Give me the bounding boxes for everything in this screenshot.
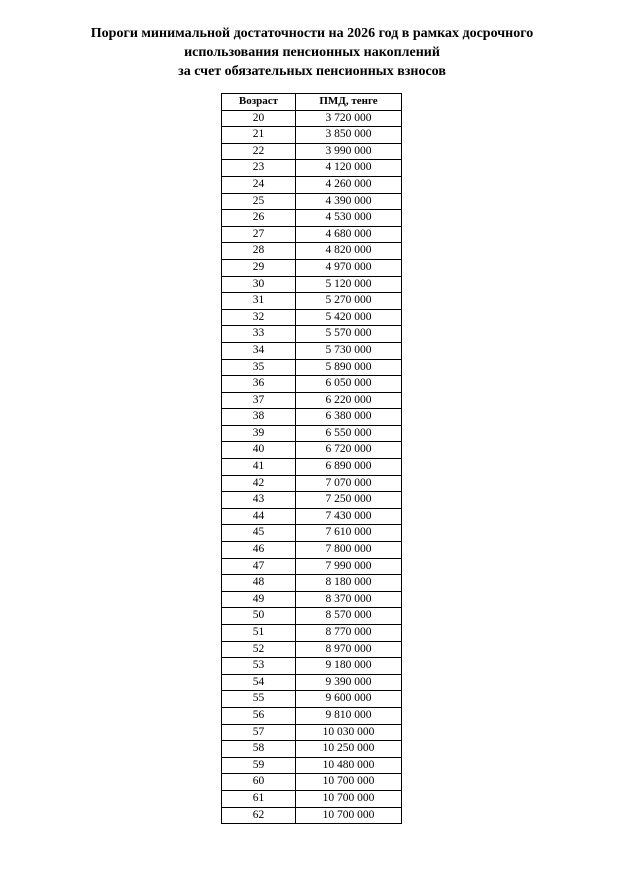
table-row: [222, 309, 402, 326]
age-cell: 28: [222, 243, 296, 260]
pmd-value-cell: 10 700 000: [296, 774, 402, 791]
pmd-value-cell: 6 720 000: [296, 442, 402, 459]
pmd-value-cell: 7 070 000: [296, 475, 402, 492]
pmd-value-cell: 3 990 000: [296, 143, 402, 160]
pmd-value-cell: 7 250 000: [296, 492, 402, 509]
table-row: [222, 641, 402, 658]
age-cell: 53: [222, 658, 296, 675]
table-row: [222, 459, 402, 476]
table-row: [222, 774, 402, 791]
pmd-value-cell: 5 570 000: [296, 326, 402, 343]
age-cell: 58: [222, 741, 296, 758]
pmd-value-cell: 6 050 000: [296, 376, 402, 393]
pmd-value-cell: 8 570 000: [296, 608, 402, 625]
age-cell: 41: [222, 459, 296, 476]
table-row: [222, 392, 402, 409]
table-row: [222, 160, 402, 177]
age-cell: 39: [222, 425, 296, 442]
age-cell: 59: [222, 757, 296, 774]
age-cell: 46: [222, 542, 296, 559]
age-cell: 40: [222, 442, 296, 459]
table-row: [222, 674, 402, 691]
age-cell: 57: [222, 724, 296, 741]
table-row: [222, 492, 402, 509]
pmd-value-cell: 6 220 000: [296, 392, 402, 409]
table-row: [222, 625, 402, 642]
table-row: [222, 359, 402, 376]
pmd-table: [221, 93, 402, 824]
age-cell: 61: [222, 790, 296, 807]
pmd-value-cell: 10 480 000: [296, 757, 402, 774]
table-row: [222, 425, 402, 442]
pmd-value-cell: 7 990 000: [296, 558, 402, 575]
table-row: [222, 707, 402, 724]
pmd-value-cell: 9 600 000: [296, 691, 402, 708]
age-cell: 55: [222, 691, 296, 708]
table-row: [222, 508, 402, 525]
age-cell: 20: [222, 110, 296, 127]
age-cell: 42: [222, 475, 296, 492]
age-cell: 50: [222, 608, 296, 625]
age-cell: 52: [222, 641, 296, 658]
pmd-value-cell: 10 700 000: [296, 790, 402, 807]
pmd-value-cell: 4 260 000: [296, 176, 402, 193]
table-row: [222, 376, 402, 393]
pmd-value-cell: 5 120 000: [296, 276, 402, 293]
age-cell: 37: [222, 392, 296, 409]
table-row: [222, 409, 402, 426]
age-cell: 48: [222, 575, 296, 592]
age-cell: 49: [222, 591, 296, 608]
age-cell: 44: [222, 508, 296, 525]
table-row: [222, 591, 402, 608]
pmd-value-cell: 5 730 000: [296, 342, 402, 359]
table-body: [222, 110, 402, 824]
table-row: [222, 342, 402, 359]
table-row: [222, 293, 402, 310]
table-row: [222, 608, 402, 625]
title-line-2: использования пенсионных накоплений: [184, 45, 440, 60]
age-column-header: Возраст: [222, 94, 296, 111]
age-cell: 22: [222, 143, 296, 160]
age-cell: 62: [222, 807, 296, 824]
pmd-value-cell: 7 800 000: [296, 542, 402, 559]
table-row: [222, 176, 402, 193]
pmd-value-cell: 8 770 000: [296, 625, 402, 642]
table-row: [222, 757, 402, 774]
age-cell: 38: [222, 409, 296, 426]
table-row: [222, 326, 402, 343]
age-cell: 30: [222, 276, 296, 293]
age-cell: 31: [222, 293, 296, 310]
title-line-1: Пороги минимальной достаточности на 2026 год в рамках досрочного: [90, 26, 534, 41]
age-cell: 29: [222, 259, 296, 276]
age-cell: 51: [222, 625, 296, 642]
header-row: [222, 94, 402, 111]
age-cell: 36: [222, 376, 296, 393]
table-row: [222, 193, 402, 210]
age-cell: 25: [222, 193, 296, 210]
age-cell: 34: [222, 342, 296, 359]
document-title: [0, 24, 624, 81]
age-cell: 21: [222, 127, 296, 144]
table-header: [222, 94, 402, 111]
table-row: [222, 658, 402, 675]
table-row: [222, 691, 402, 708]
pmd-value-cell: 3 850 000: [296, 127, 402, 144]
table-row: [222, 807, 402, 824]
pmd-value-cell: 6 890 000: [296, 459, 402, 476]
pmd-value-cell: 8 370 000: [296, 591, 402, 608]
pmd-value-cell: 5 270 000: [296, 293, 402, 310]
table-row: [222, 243, 402, 260]
pmd-value-cell: 4 120 000: [296, 160, 402, 177]
pmd-value-cell: 9 390 000: [296, 674, 402, 691]
pmd-value-cell: 9 180 000: [296, 658, 402, 675]
age-cell: 43: [222, 492, 296, 509]
table-row: [222, 475, 402, 492]
table-row: [222, 110, 402, 127]
table-row: [222, 226, 402, 243]
pmd-value-cell: 10 700 000: [296, 807, 402, 824]
pmd-value-cell: 10 250 000: [296, 741, 402, 758]
pmd-value-cell: 3 720 000: [296, 110, 402, 127]
age-cell: 45: [222, 525, 296, 542]
pmd-value-cell: 8 180 000: [296, 575, 402, 592]
pmd-value-cell: 5 420 000: [296, 309, 402, 326]
table-row: [222, 143, 402, 160]
table-row: [222, 210, 402, 227]
table-row: [222, 127, 402, 144]
pmd-value-cell: 7 610 000: [296, 525, 402, 542]
pmd-value-cell: 4 970 000: [296, 259, 402, 276]
age-cell: 23: [222, 160, 296, 177]
table-row: [222, 558, 402, 575]
pmd-value-cell: 6 380 000: [296, 409, 402, 426]
table-row: [222, 259, 402, 276]
pmd-value-cell: 4 680 000: [296, 226, 402, 243]
age-cell: 54: [222, 674, 296, 691]
age-cell: 60: [222, 774, 296, 791]
table-row: [222, 525, 402, 542]
table-row: [222, 575, 402, 592]
pmd-value-cell: 6 550 000: [296, 425, 402, 442]
age-cell: 26: [222, 210, 296, 227]
age-cell: 24: [222, 176, 296, 193]
table-row: [222, 542, 402, 559]
pmd-value-cell: 9 810 000: [296, 707, 402, 724]
pmd-value-cell: 8 970 000: [296, 641, 402, 658]
pmd-value-cell: 4 390 000: [296, 193, 402, 210]
pmd-column-header: ПМД, тенге: [296, 94, 402, 111]
table-row: [222, 276, 402, 293]
table-row: [222, 790, 402, 807]
table-row: [222, 442, 402, 459]
pmd-value-cell: 5 890 000: [296, 359, 402, 376]
age-cell: 56: [222, 707, 296, 724]
title-line-3: за счет обязательных пенсионных взносов: [178, 64, 446, 79]
age-cell: 33: [222, 326, 296, 343]
table-row: [222, 741, 402, 758]
age-cell: 47: [222, 558, 296, 575]
age-cell: 35: [222, 359, 296, 376]
table-row: [222, 724, 402, 741]
pmd-value-cell: 4 820 000: [296, 243, 402, 260]
pmd-value-cell: 4 530 000: [296, 210, 402, 227]
age-cell: 32: [222, 309, 296, 326]
pmd-value-cell: 10 030 000: [296, 724, 402, 741]
age-cell: 27: [222, 226, 296, 243]
pmd-value-cell: 7 430 000: [296, 508, 402, 525]
